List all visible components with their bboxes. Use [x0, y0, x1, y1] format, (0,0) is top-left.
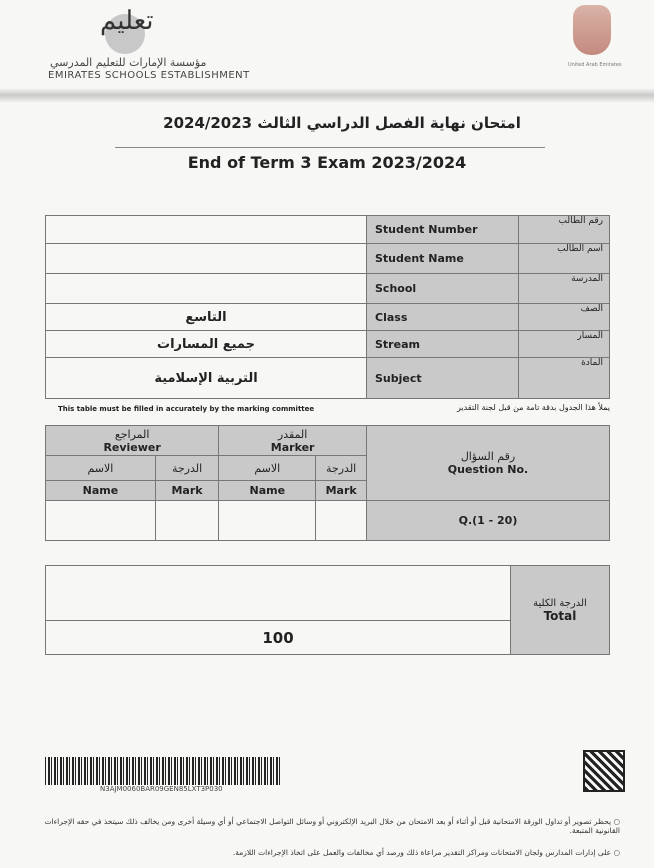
question-header — [366, 426, 609, 501]
label-ar: رقم الطالب — [519, 216, 610, 244]
establishment-name-ar: مؤسسة الإمارات للتعليم المدرسي — [50, 56, 207, 69]
label-ar: المدرسة — [519, 274, 610, 304]
student-name-field[interactable] — [46, 244, 367, 274]
table-row — [46, 566, 610, 621]
reviewer-ar: المراجع — [114, 427, 150, 441]
mark-ar: الدرجة — [155, 456, 218, 481]
total-max: 100 — [46, 621, 511, 655]
name-ar: الاسم — [219, 456, 316, 481]
marking-note-en: This table must be filled in accurately by the marking committee — [58, 405, 315, 413]
label-en: Subject — [367, 358, 519, 399]
marker-header — [219, 426, 367, 456]
barcode-text: N3AJM0060BAR09GEN85LXT3P030 — [100, 785, 223, 793]
marker-en: Marker — [270, 440, 315, 454]
title-divider — [115, 147, 545, 148]
reviewer-en: Reviewer — [103, 440, 161, 454]
question-ar: رقم السؤال — [460, 450, 516, 463]
question-range: Q.(1 - 20) — [366, 501, 609, 541]
table-row — [46, 304, 610, 331]
total-label — [511, 566, 610, 655]
label-ar: المسار — [519, 331, 610, 358]
student-info-table — [45, 215, 610, 399]
label-en: Student Name — [367, 244, 519, 274]
reviewer-header — [46, 426, 219, 456]
exam-title-en: End of Term 3 Exam 2023/2024 — [187, 153, 467, 172]
table-row — [46, 244, 610, 274]
footer-note-2: ○ على إدارات المدارس ولجان الامتحانات ومراكز التقدير مراعاة ذلك ورصد أي مخالفات والعمل على اتخاذ الإجراءات اللازمة. — [232, 848, 620, 857]
footer-note-1: ○ يحظر تصوير أو تداول الورقة الامتحانية قبل أو أثناء أو بعد الامتحان من خلال البريد الإلكتروني أو وسائل التواصل الاجتماعي أو أي وسيلة أخرى ومن يخالف ذلك سيتخذ في حقه الإجراءات القانونية المتبعة. — [44, 817, 620, 835]
mark-en: Mark — [316, 481, 367, 501]
mark-ar: الدرجة — [316, 456, 367, 481]
question-en: Question No. — [447, 463, 529, 476]
footer-text: يحظر تصوير أو تداول الورقة الامتحانية قبل أو أثناء أو بعد الامتحان من خلال البريد الإلكتروني أو وسائل التواصل الاجتماعي أو أي وسيلة أخرى ومن يخالف ذلك سيتخذ في حقه الإجراءات القانونية المتبعة. — [44, 817, 620, 835]
total-label-ar: الدرجة الكلية — [533, 597, 587, 609]
footer-text: على إدارات المدارس ولجان الامتحانات ومراكز التقدير مراعاة ذلك ورصد أي مخالفات والعمل على اتخاذ الإجراءات اللازمة. — [232, 848, 612, 857]
name-en: Name — [219, 481, 316, 501]
name-ar: الاسم — [46, 456, 156, 481]
exam-title-ar: امتحان نهاية الفصل الدراسي الثالث 2024/2023 — [163, 114, 521, 132]
barcode — [45, 757, 280, 785]
school-field[interactable] — [46, 274, 367, 304]
student-number-field[interactable] — [46, 216, 367, 244]
label-en: Stream — [367, 331, 519, 358]
uae-emblem-icon — [573, 5, 611, 55]
label-ar: الصف — [519, 304, 610, 331]
subject-value: التربية الإسلامية — [46, 358, 367, 399]
total-score-field[interactable] — [46, 566, 511, 621]
total-table — [45, 565, 610, 655]
label-en: Student Number — [367, 216, 519, 244]
mark-en: Mark — [155, 481, 218, 501]
total-label-en: Total — [543, 608, 577, 623]
label-ar: اسم الطالب — [519, 244, 610, 274]
emblem-caption: United Arab Emirates — [568, 62, 622, 68]
establishment-name-en: EMIRATES SCHOOLS ESTABLISHMENT — [48, 70, 250, 81]
scan-shadow — [0, 88, 654, 102]
marker-ar: المقدر — [277, 427, 308, 441]
table-row — [46, 331, 610, 358]
reviewer-name-field[interactable] — [46, 501, 156, 541]
label-en: School — [367, 274, 519, 304]
label-ar: المادة — [519, 358, 610, 399]
label-en: Class — [367, 304, 519, 331]
class-value: التاسع — [46, 304, 367, 331]
taleem-logo-text: تعليم — [100, 6, 154, 36]
marker-mark-field[interactable] — [316, 501, 367, 541]
marker-name-field[interactable] — [219, 501, 316, 541]
table-row — [46, 216, 610, 244]
table-row — [46, 358, 610, 399]
table-row — [46, 274, 610, 304]
table-row — [46, 501, 610, 541]
name-en: Name — [46, 481, 156, 501]
reviewer-mark-field[interactable] — [155, 501, 218, 541]
marking-note-ar: يملأ هذا الجدول بدقة تامة من قبل لجنة التقدير — [456, 403, 610, 412]
marking-table — [45, 425, 610, 541]
stream-value: جميع المسارات — [46, 331, 367, 358]
qr-code-icon — [583, 750, 625, 792]
table-row — [46, 426, 610, 456]
